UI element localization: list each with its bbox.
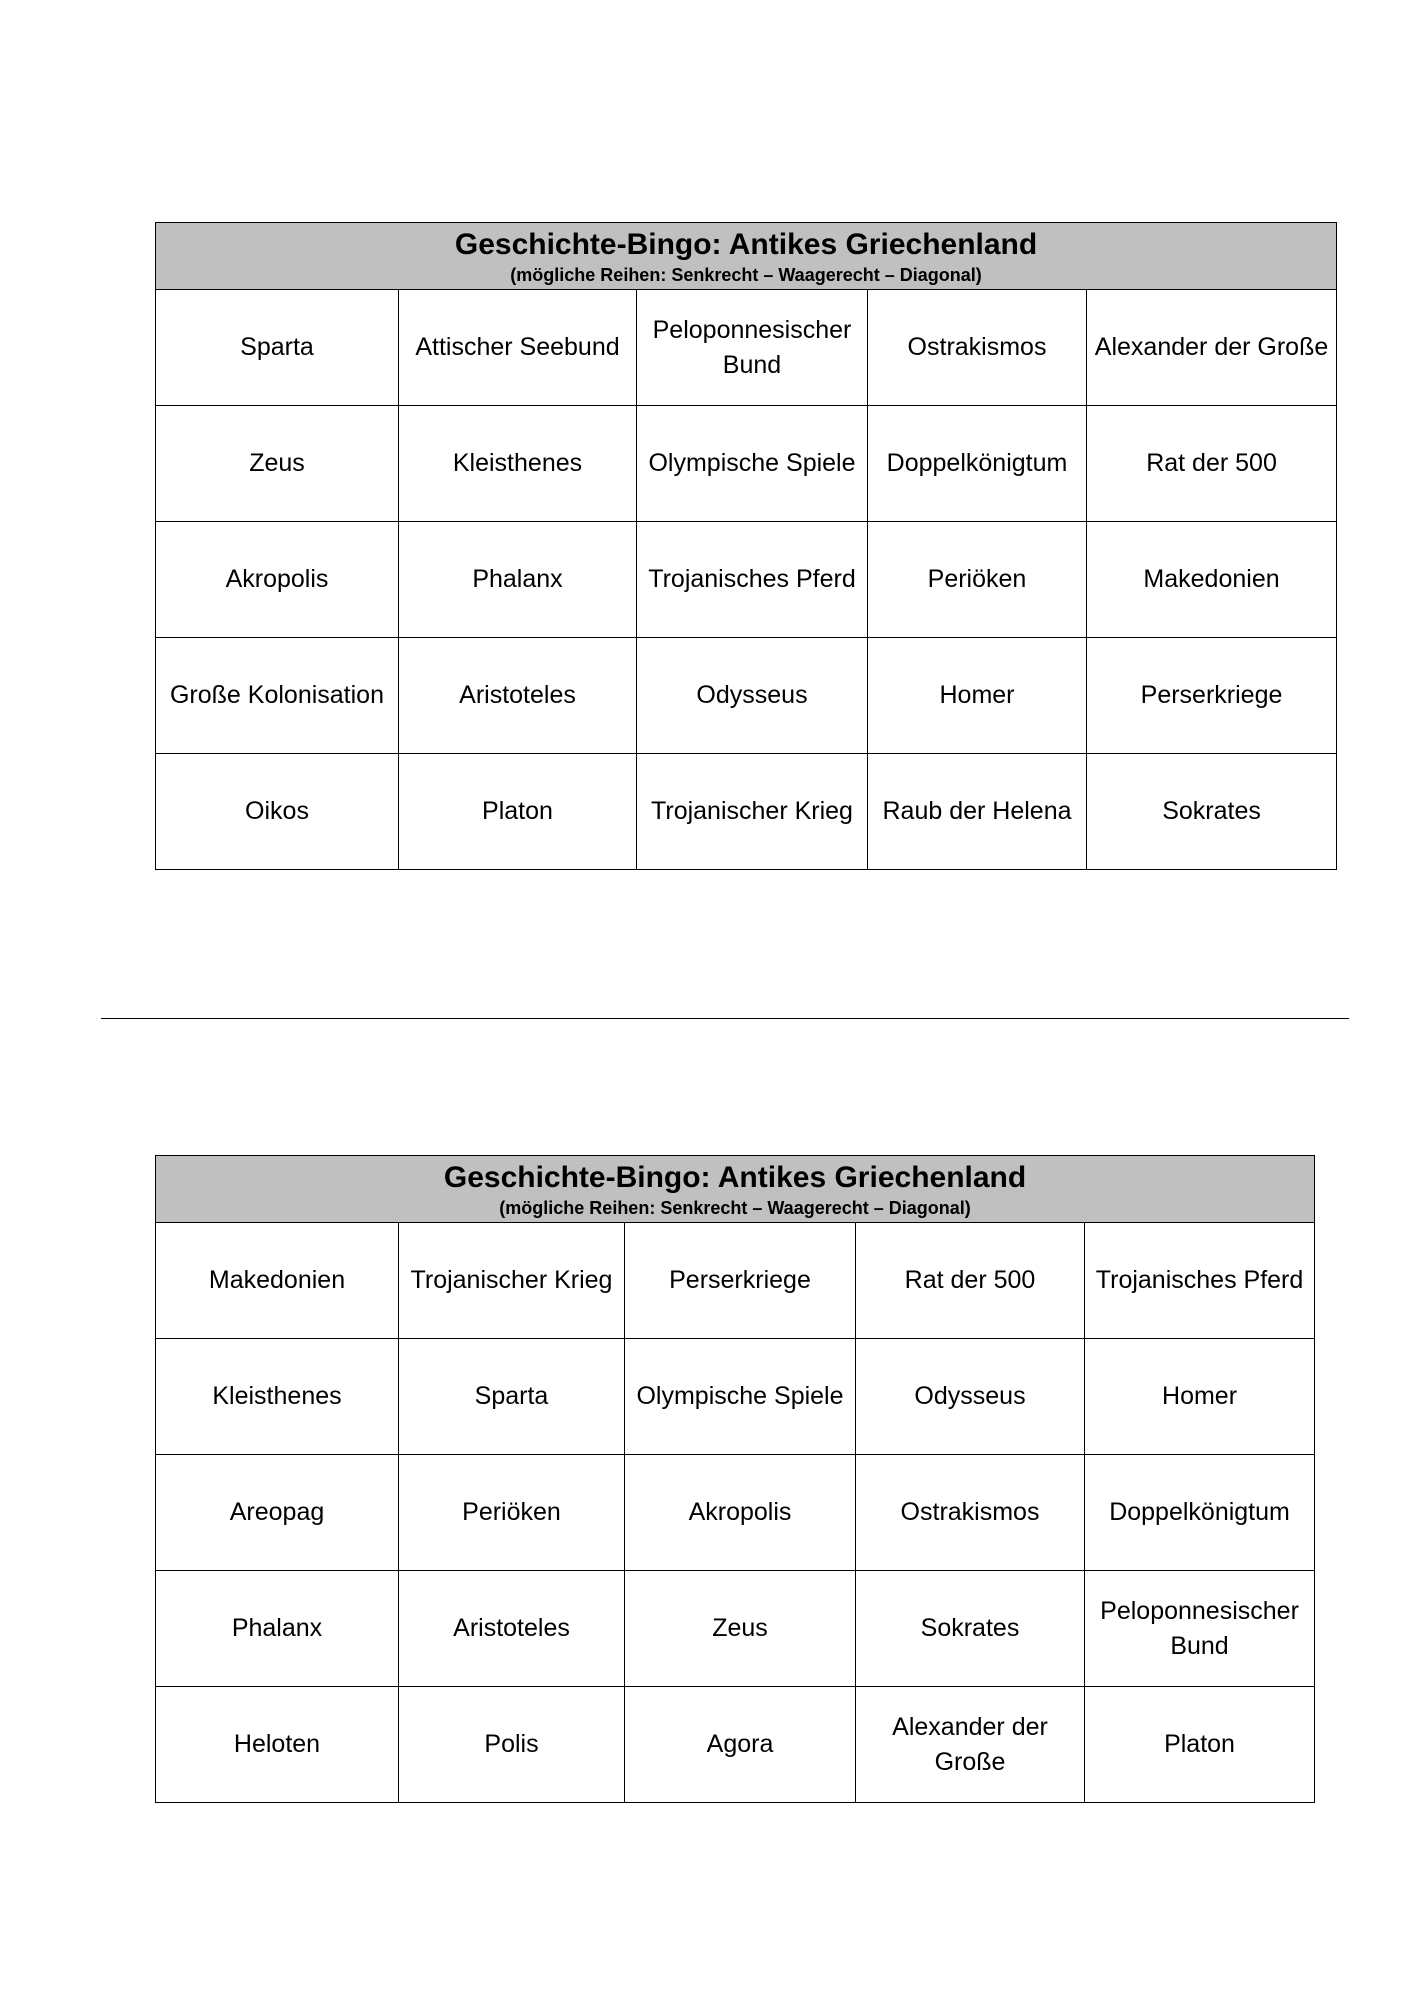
table-row — [156, 290, 1337, 406]
card-title: Geschichte-Bingo: Antikes Griechenland — [454, 228, 1038, 261]
table-row — [156, 754, 1337, 870]
bingo-cell: Homer — [1085, 1339, 1315, 1455]
bingo-cell: Periöken — [399, 1455, 625, 1571]
bingo-cell: Sokrates — [856, 1571, 1085, 1687]
bingo-cell: Zeus — [156, 406, 399, 522]
table-row — [156, 1455, 1315, 1571]
card-subtitle: (mögliche Reihen: Senkrecht – Waagerecht – Diagonal) — [510, 265, 982, 285]
bingo-cell: Alexander der Große — [856, 1687, 1085, 1803]
table-row — [156, 522, 1337, 638]
bingo-cell: Agora — [625, 1687, 856, 1803]
table-row — [156, 406, 1337, 522]
bingo-cell: Phalanx — [156, 1571, 399, 1687]
bingo-cell: Olympische Spiele — [625, 1339, 856, 1455]
bingo-cell: Olympische Spiele — [637, 406, 868, 522]
bingo-cell: Areopag — [156, 1455, 399, 1571]
bingo-cell: Polis — [399, 1687, 625, 1803]
bingo-cell: Akropolis — [625, 1455, 856, 1571]
bingo-cell: Platon — [399, 754, 637, 870]
bingo-cell: Zeus — [625, 1571, 856, 1687]
bingo-cell: Trojanisches Pferd — [637, 522, 868, 638]
bingo-cell: Periöken — [868, 522, 1087, 638]
bingo-cell: Ostrakismos — [856, 1455, 1085, 1571]
table-row — [156, 1223, 1315, 1339]
card-header — [156, 1156, 1315, 1223]
bingo-cell: Peloponnesischer Bund — [1085, 1571, 1315, 1687]
bingo-cell: Perserkriege — [1087, 638, 1337, 754]
bingo-cell: Aristoteles — [399, 1571, 625, 1687]
bingo-cell: Trojanisches Pferd — [1085, 1223, 1315, 1339]
bingo-cell: Doppelkönigtum — [868, 406, 1087, 522]
bingo-cell: Kleisthenes — [156, 1339, 399, 1455]
bingo-cell: Alexander der Große — [1087, 290, 1337, 406]
bingo-cell: Sparta — [156, 290, 399, 406]
bingo-cell: Oikos — [156, 754, 399, 870]
card-subtitle: (mögliche Reihen: Senkrecht – Waagerecht – Diagonal) — [499, 1198, 971, 1218]
bingo-cell: Rat der 500 — [1087, 406, 1337, 522]
bingo-cell: Attischer Seebund — [399, 290, 637, 406]
cut-line — [101, 1018, 1349, 1019]
bingo-cell: Platon — [1085, 1687, 1315, 1803]
bingo-cell: Doppelkönigtum — [1085, 1455, 1315, 1571]
bingo-cell: Homer — [868, 638, 1087, 754]
bingo-cell: Sparta — [399, 1339, 625, 1455]
card-header — [156, 223, 1337, 290]
bingo-cell: Trojanischer Krieg — [399, 1223, 625, 1339]
table-row — [156, 1571, 1315, 1687]
table-row — [156, 638, 1337, 754]
bingo-cell: Aristoteles — [399, 638, 637, 754]
bingo-cell: Trojanischer Krieg — [637, 754, 868, 870]
bingo-cell: Rat der 500 — [856, 1223, 1085, 1339]
bingo-cell: Große Kolonisation — [156, 638, 399, 754]
table-row — [156, 1687, 1315, 1803]
bingo-cell: Raub der Helena — [868, 754, 1087, 870]
bingo-card-2 — [155, 1155, 1315, 1803]
table-row — [156, 1339, 1315, 1455]
bingo-card-1 — [155, 222, 1337, 870]
bingo-cell: Akropolis — [156, 522, 399, 638]
bingo-cell: Perserkriege — [625, 1223, 856, 1339]
bingo-cell: Odysseus — [856, 1339, 1085, 1455]
bingo-cell: Makedonien — [156, 1223, 399, 1339]
card-title: Geschichte-Bingo: Antikes Griechenland — [443, 1161, 1027, 1194]
bingo-cell: Heloten — [156, 1687, 399, 1803]
bingo-cell: Peloponnesischer Bund — [637, 290, 868, 406]
bingo-cell: Sokrates — [1087, 754, 1337, 870]
bingo-cell: Makedonien — [1087, 522, 1337, 638]
bingo-cell: Kleisthenes — [399, 406, 637, 522]
bingo-cell: Phalanx — [399, 522, 637, 638]
bingo-cell: Ostrakismos — [868, 290, 1087, 406]
bingo-cell: Odysseus — [637, 638, 868, 754]
